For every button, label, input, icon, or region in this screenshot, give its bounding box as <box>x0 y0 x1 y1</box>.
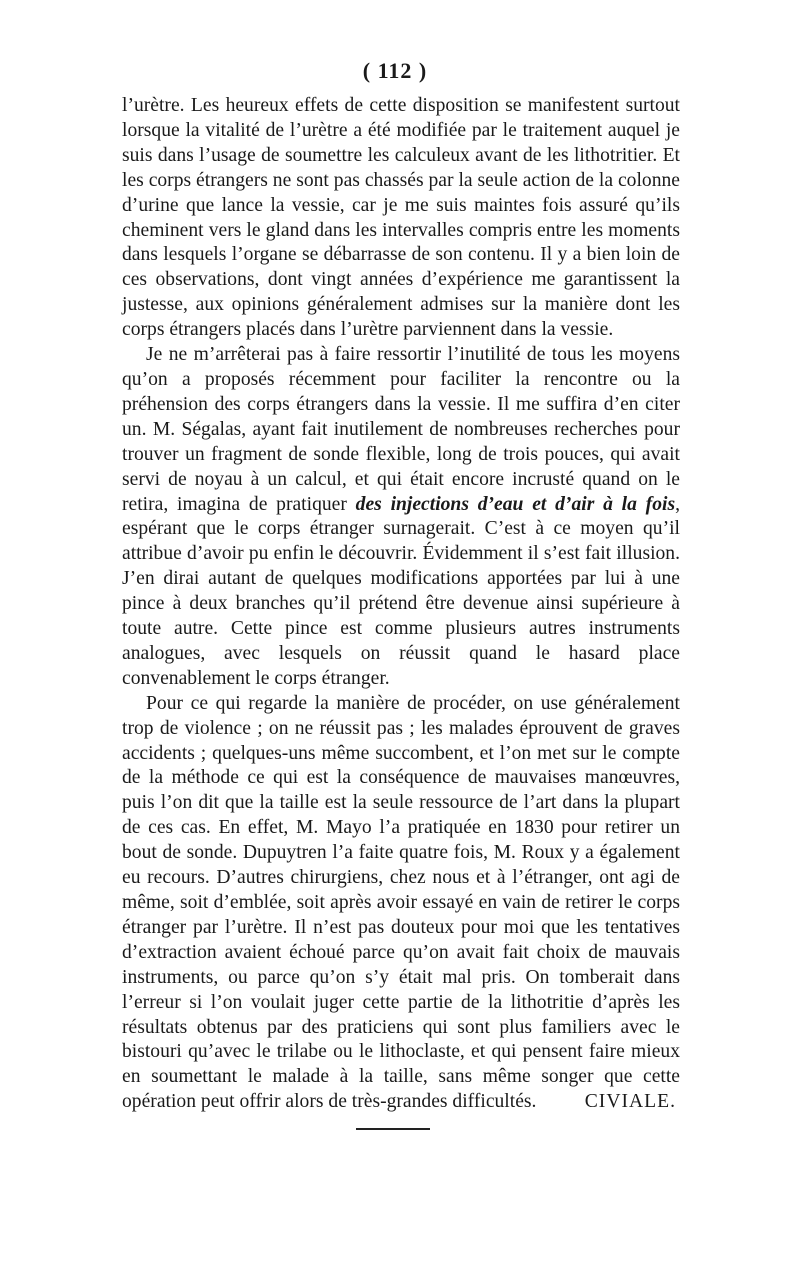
paragraph-3-text: Pour ce qui regarde la manière de procéder, on use généralement trop de violence ; on ne réussit pas ; les malades éprouvent de graves accidents ; quelques-uns même succombent, et l’on met sur le compte de la méthode ce qui est la conséquence de mauvaises manœuvres, puis l’on dit que la taille est la seule ressource de l’art dans la plupart de ces cas. En effet, M. Mayo l’a pratiquée en 1830 pour retirer un bout de sonde. Dupuytren l’a faite quatre fois, M. Roux y a également eu recours. D’autres chirurgiens, chez nous et à l’étranger, ont agi de même, soit d’emblée, soit après avoir essayé en vain de retirer le corps étranger par l’urètre. Il n’est pas douteux pour moi que les tentatives d’extraction avaient échoué parce qu’on avait fait choix de mauvais instruments, ou parce qu’on s’y était mal pris. On tomberait dans l’erreur si l’on voulait juger cette partie de la lithotritie d’après les résultats obtenus par des praticiens qui sont plus familiers avec le bistouri qu’avec le trilabe ou le lithoclaste, et qui pensent faire mieux en soumettant le malade à la taille, sans même songer que cette opération peut offrir alors de très-grandes difficultés. <box>122 692 680 1113</box>
author-signature: CIVIALE. <box>584 1091 676 1113</box>
body-text <box>122 94 680 1115</box>
paragraph-2-text-before: Je ne m’arrêterai pas à faire ressortir l’inutilité de tous les moyens qu’on a proposés récemment pour faciliter la rencontre ou la préhension des corps étrangers dans la vessie. Il me suffira d’en citer un. M. Ségalas, ayant fait inutilement de nombreuses recherches pour trouver un fragment de sonde flexible, long de trois pouces, qui avait servi de noyau à un calcul, et qui était encore incrusté quand on le retira, imagina de pratiquer <box>122 344 680 515</box>
emphasized-phrase: des injections d’eau et d’air à la fois <box>355 493 676 515</box>
paragraph-2 <box>122 343 680 692</box>
end-rule-divider <box>356 1128 430 1130</box>
paragraph-3 <box>122 692 680 1115</box>
paragraph-2-text-after: , espérant que le corps étranger surnagerait. C’est à ce moyen qu’il attribue d’avoir pu enfin le découvrir. Évidemment il s’est fait illusion. J’en dirai autant de quelques modifications apportées par lui à une pince à deux branches qu’il prétend être devenue ainsi supérieure à toute autre. Cette pince est comme plusieurs autres instruments analogues, avec lesquels on réussit quand le hasard place convenablement le corps étranger. <box>122 493 680 689</box>
page-number: ( 112 ) <box>362 58 428 83</box>
paragraph-1: l’urètre. Les heureux effets de cette disposition se manifestent surtout lorsque la vitalité de l’urètre a été modifiée par le traitement auquel je suis dans l’usage de soumettre les calculeux avant de les lithotritier. Et les corps étrangers ne sont pas chassés par la seule action de la colonne d’urine que lance la vessie, car je me suis maintes fois assuré qu’ils cheminent vers le gland dans les intervalles compris entre les moments dans lesquels l’organe se débarrasse de son contenu. Il y a bien loin de ces observations, dont vingt années d’expérience me garantissent la justesse, aux opinions généralement admises sur la manière dont les corps étrangers placés dans l’urètre parviennent dans la vessie. <box>122 95 680 341</box>
